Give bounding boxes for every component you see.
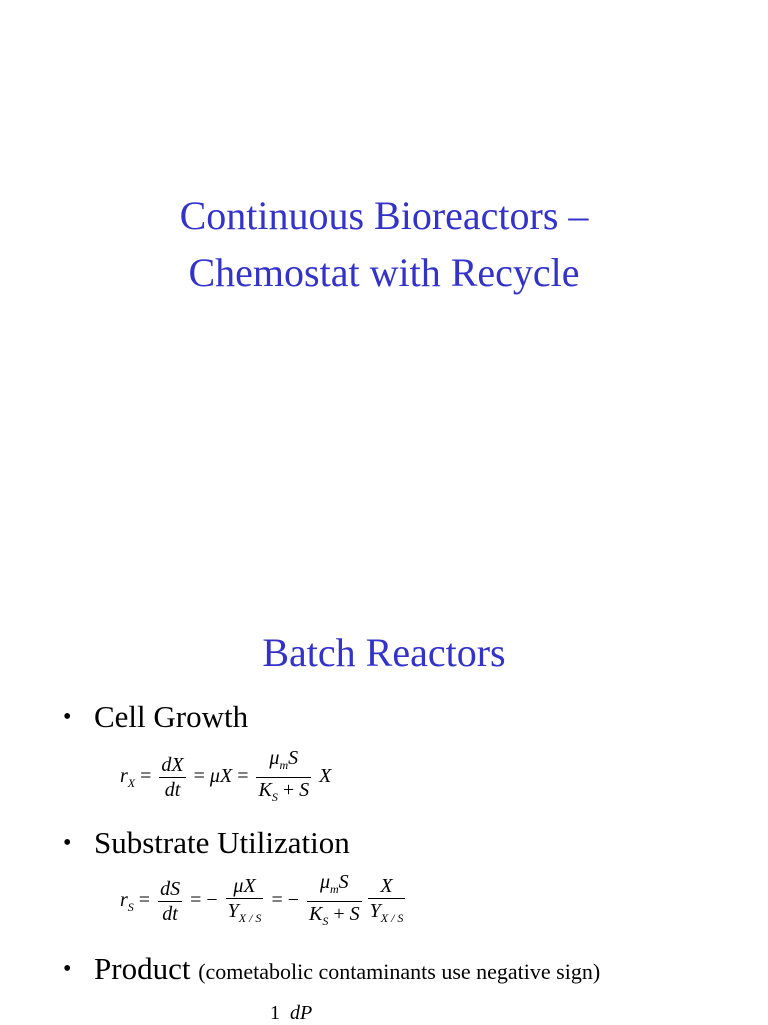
slide-2: [0, 576, 768, 1024]
equation-product-partial: 1 dP: [270, 1002, 313, 1024]
bullet-product: [63, 951, 600, 990]
title-line-2: Chemostat with Recycle: [188, 250, 580, 295]
equation-cell-growth: $r_X$ = $\frac{dX}{dt}$ = μX = $\frac{\mu_mS}{K_S + S}$ X: [120, 746, 331, 809]
bullet-cell-growth: [63, 699, 248, 735]
bullet-note: (cometabolic contaminants use negative sign): [198, 959, 601, 984]
bullet-dot: •: [63, 704, 72, 730]
bullet-label: Substrate Utilization: [94, 825, 350, 860]
bullet-dot: •: [63, 830, 72, 856]
slide-2-title: Batch Reactors: [262, 630, 506, 675]
title-line-1: Continuous Bioreactors –: [179, 193, 589, 238]
bullet-substrate-utilization: [63, 825, 350, 861]
slide-1-title: [0, 187, 768, 301]
bullet-label: Product: [94, 951, 191, 986]
equation-substrate-utilization: $r_S$ = $\frac{dS}{dt}$ = − $\frac{\mu X}{Y_{X / S}}$ = − $\frac{\mu_mS}{K_S + S}$ $\frac{X}{Y_{X / S}}$: [120, 870, 408, 933]
bullet-dot: •: [63, 956, 72, 982]
bullet-label: Cell Growth: [94, 699, 249, 734]
